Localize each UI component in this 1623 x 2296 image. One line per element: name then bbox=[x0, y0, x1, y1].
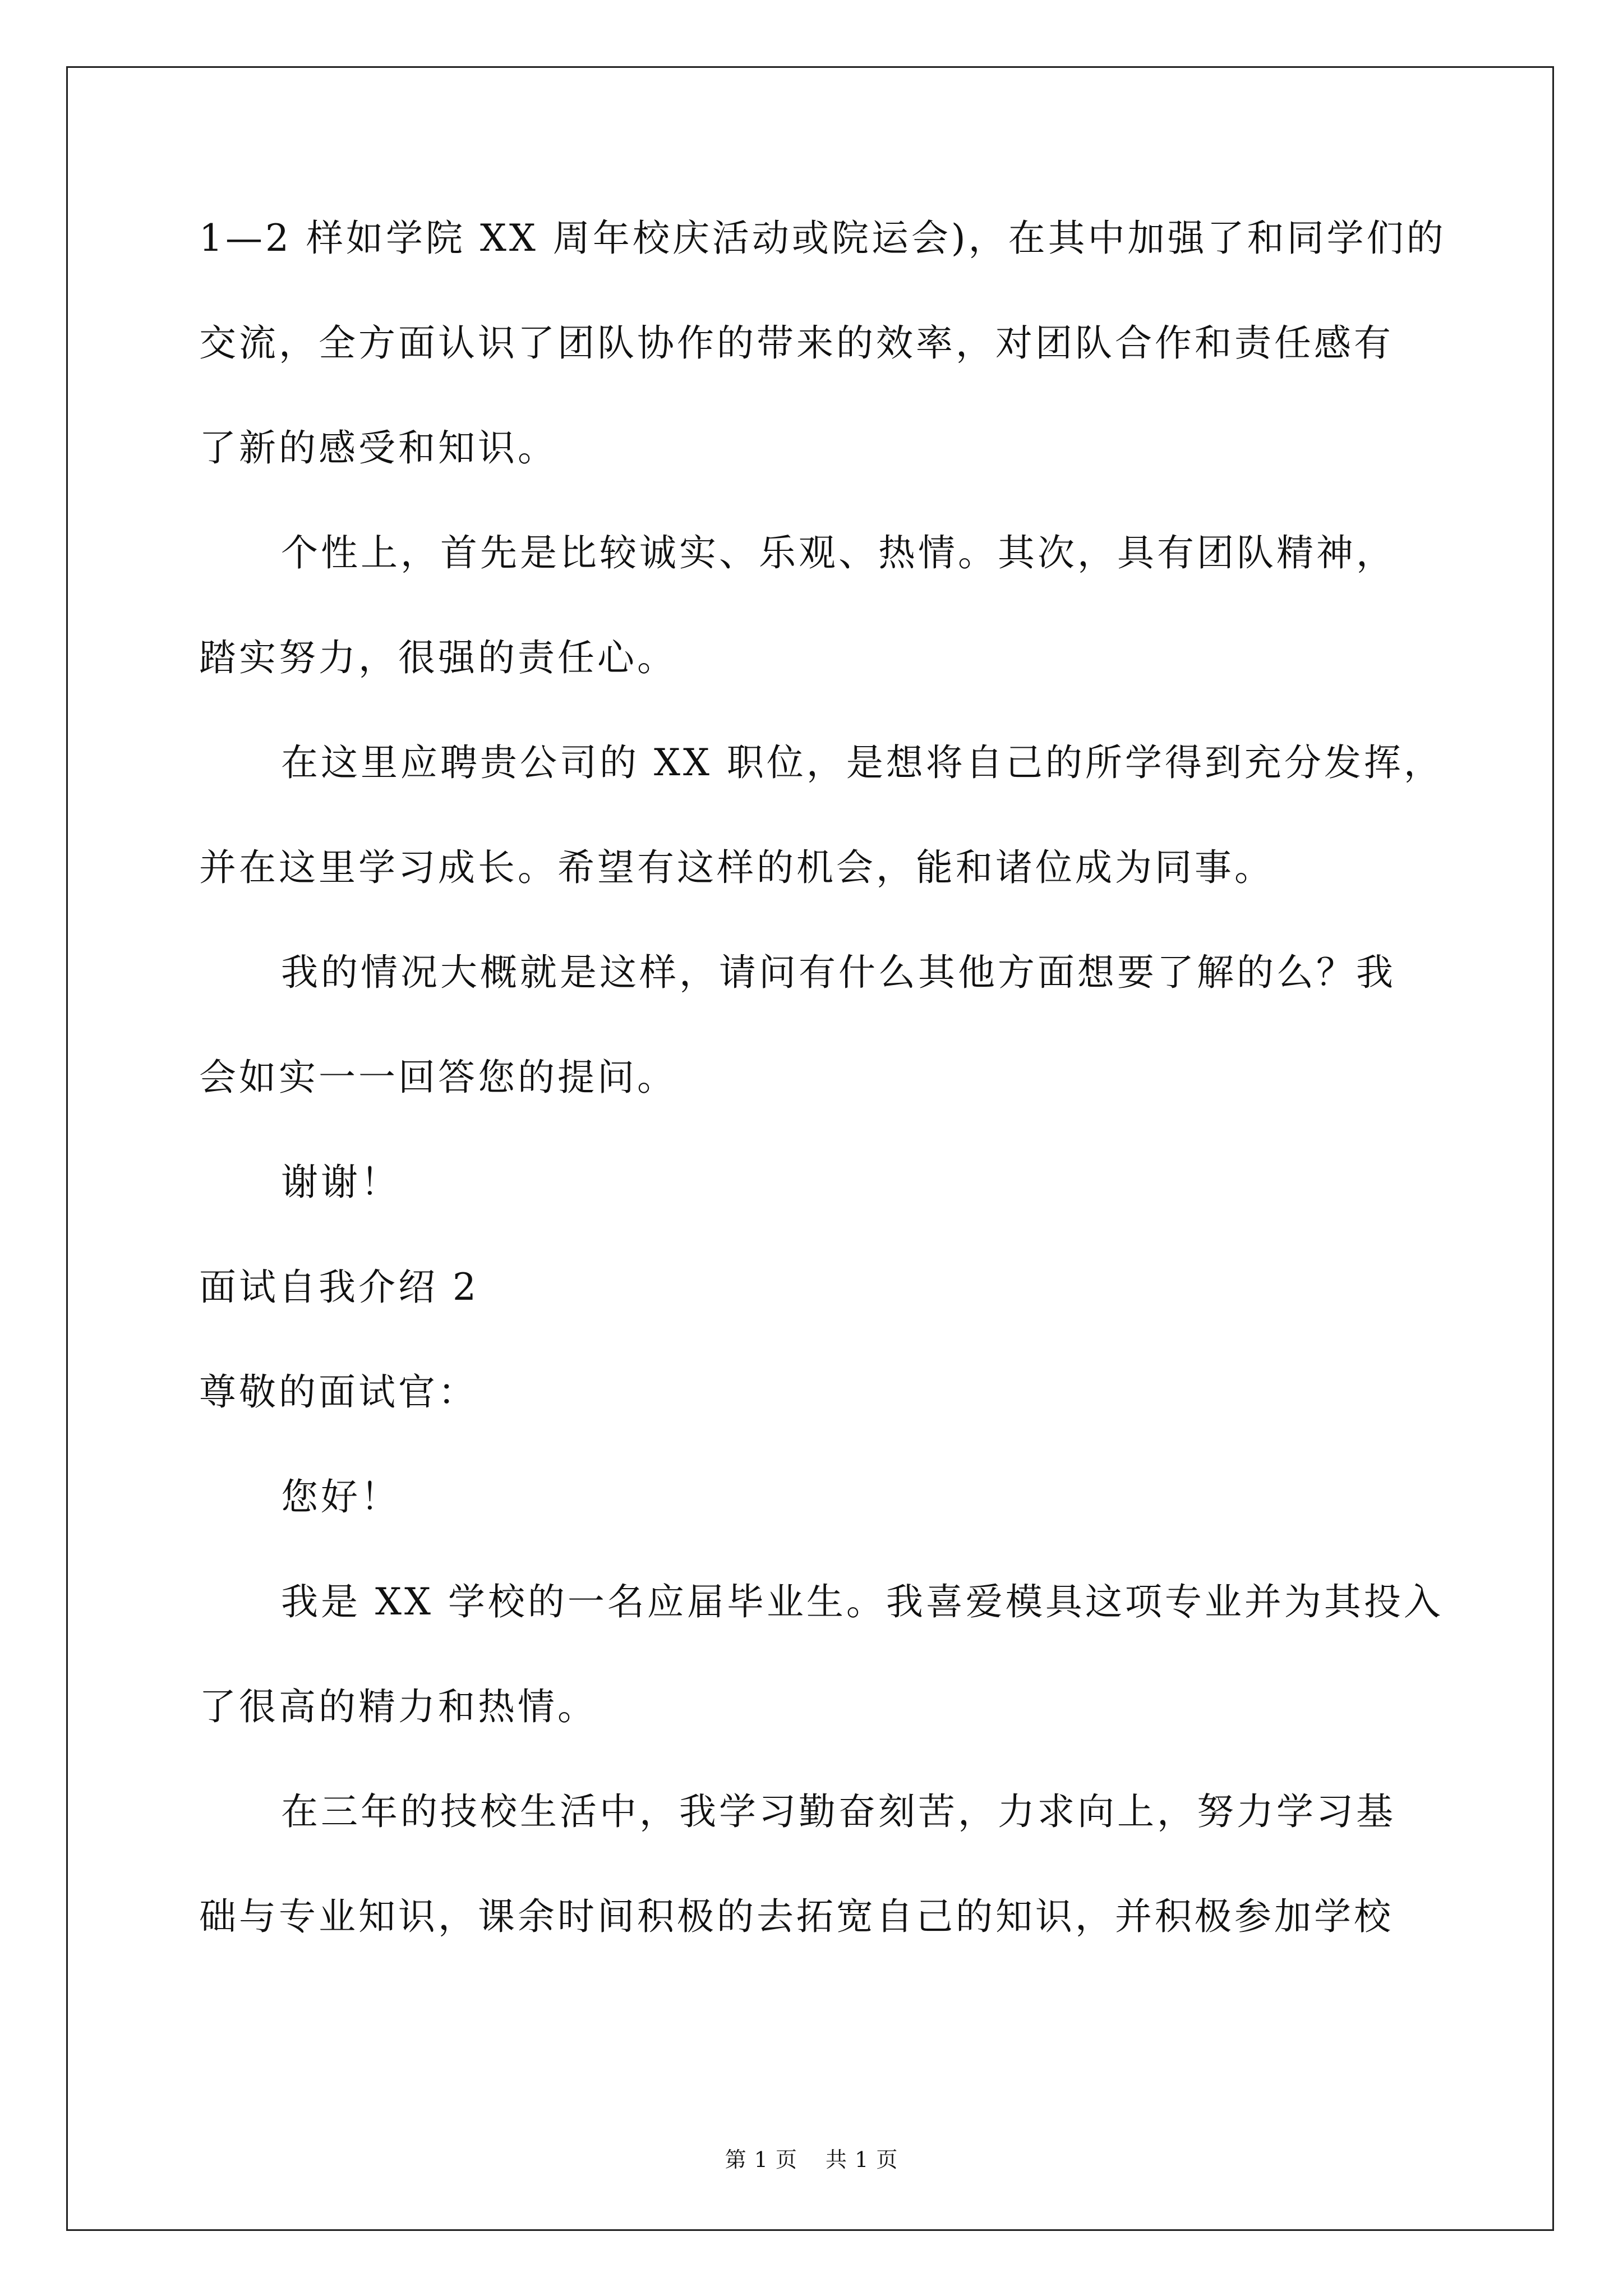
closing-thanks: 谢谢！ bbox=[281, 1161, 400, 1204]
paragraph-start-line: 我的情况大概就是这样，请问有什么其他方面想要了解的么？我 bbox=[281, 951, 1396, 994]
text-line: 础与专业知识，课余时间积极的去拓宽自己的知识，并积极参加学校 bbox=[199, 1895, 1394, 1938]
text-line: 会如实一一回答您的提问。 bbox=[199, 1056, 677, 1099]
paragraph-start-line: 在三年的技校生活中，我学习勤奋刻苦，力求向上，努力学习基 bbox=[281, 1790, 1396, 1833]
paragraph-start-line: 个性上，首先是比较诚实、乐观、热情。其次，具有团队精神， bbox=[281, 531, 1396, 574]
text-line: 踏实努力，很强的责任心。 bbox=[199, 636, 677, 679]
paragraph-start-line: 在这里应聘贵公司的 XX 职位，是想将自己的所学得到充分发挥， bbox=[281, 741, 1444, 784]
page-footer bbox=[0, 2146, 1623, 2174]
salutation: 尊敬的面试官： bbox=[199, 1370, 478, 1414]
greeting: 您好！ bbox=[281, 1475, 400, 1519]
text-line: 交流，全方面认识了团队协作的带来的效率，对团队合作和责任感有 bbox=[199, 321, 1394, 365]
section-heading: 面试自我介绍 2 bbox=[199, 1266, 479, 1309]
text-line: 了很高的精力和热情。 bbox=[199, 1685, 597, 1728]
text-line: 1—2 样如学院 XX 周年校庆活动或院运会)，在其中加强了和同学们的 bbox=[199, 217, 1446, 260]
paragraph-start-line: 我是 XX 学校的一名应届毕业生。我喜爱模具这项专业并为其投入 bbox=[281, 1580, 1444, 1623]
text-line: 并在这里学习成长。希望有这样的机会，能和诸位成为同事。 bbox=[199, 846, 1274, 889]
page-total: 共 1 页 bbox=[826, 2147, 898, 2172]
page-number: 第 1 页 bbox=[725, 2147, 797, 2172]
text-line: 了新的感受和知识。 bbox=[199, 426, 557, 470]
